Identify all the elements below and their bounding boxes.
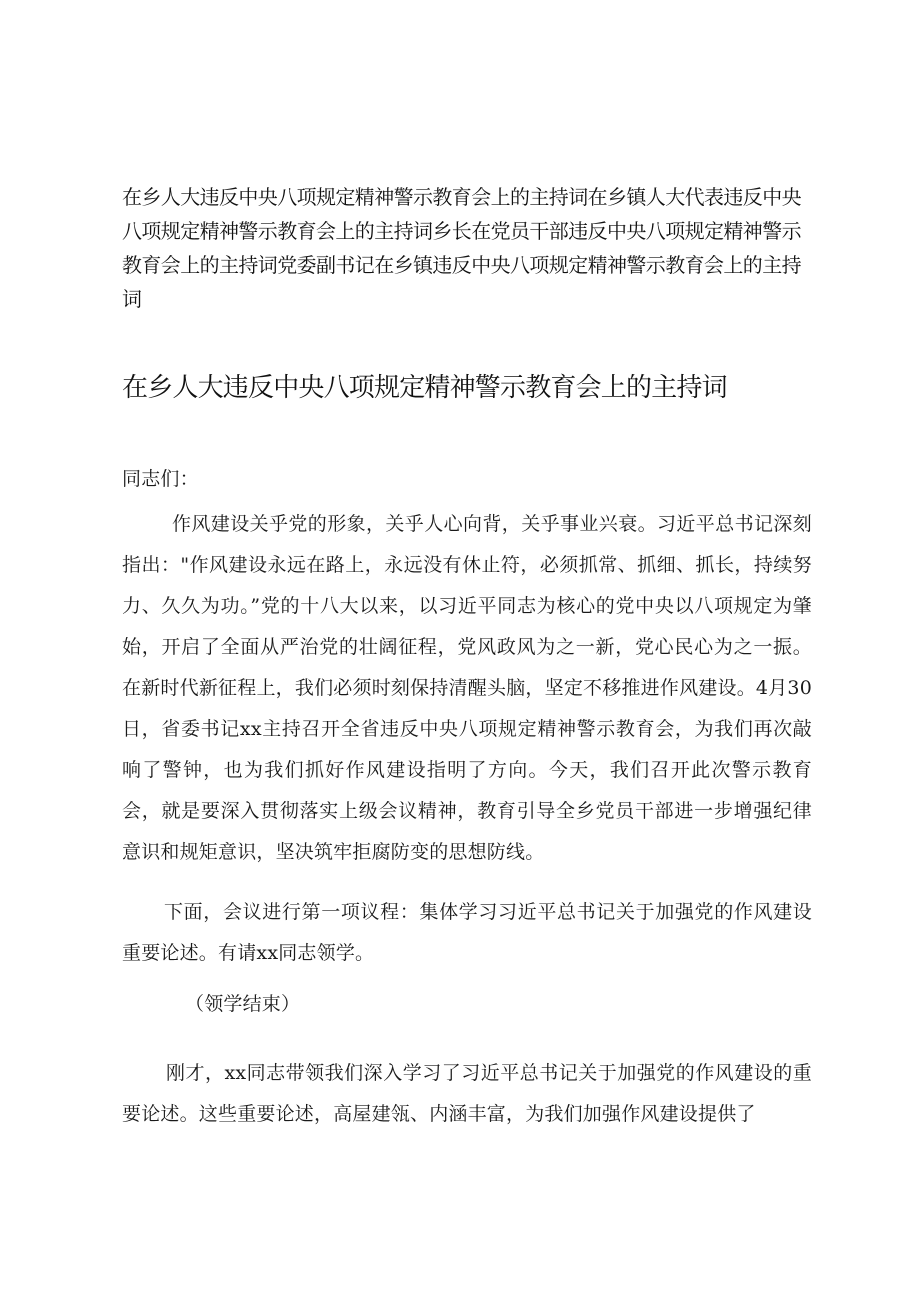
main-heading: 在乡人大违反中央八项规定精神警示教育会上的主持词 <box>122 373 727 403</box>
bracket-note: （领学结束） <box>185 993 301 1015</box>
paragraph-3: 刚才，xx同志带领我们深入学习了习近平总书记关于加强党的作风建设的重要论述。这些重要论述，高屋建瓴、内涵丰富，为我们加强作风建设提供了 <box>122 1062 812 1125</box>
paragraph-1: 作风建设关乎党的形象，关乎人心向背，关乎事业兴衰。习近平总书记深刻指出："作风建设永远在路上，永远没有休止符，必须抓常、抓细、抓长，持续努力、久久为功。”党的十八大以来，以习近平同志为核心的党中央以八项规定为肇始，开启了全面从严治党的壮阔征程，党风政风为之一新，党心民心为之一振。在新时代新征程上，我们必须时刻保持清醒头脑，坚定不移推进作风建设。4月30日，省委书记xx主持召开全省违反中央八项规定精神警示教育会，为我们再次敲响了警钟，也为我们抓好作风建设指明了方向。今天，我们召开此次警示教育会，就是要深入贯彻落实上级会议精神，教育引导全乡党员干部进一步增强纪律意识和规矩意识，坚决筑牢拒腐防变的思想防线。 <box>122 513 812 863</box>
paragraph-2: 下面，会议进行第一项议程：集体学习习近平总书记关于加强党的作风建设重要论述。有请xx同志领学。 <box>122 901 812 964</box>
salutation: 同志们： <box>122 468 199 490</box>
combined-title: 在乡人大违反中央八项规定精神警示教育会上的主持词在乡镇人大代表违反中央八项规定精神警示教育会上的主持词乡长在党员干部违反中央八项规定精神警示教育会上的主持词党委副书记在乡镇违反中央八项规定精神警示教育会上的主持词 <box>122 185 801 311</box>
